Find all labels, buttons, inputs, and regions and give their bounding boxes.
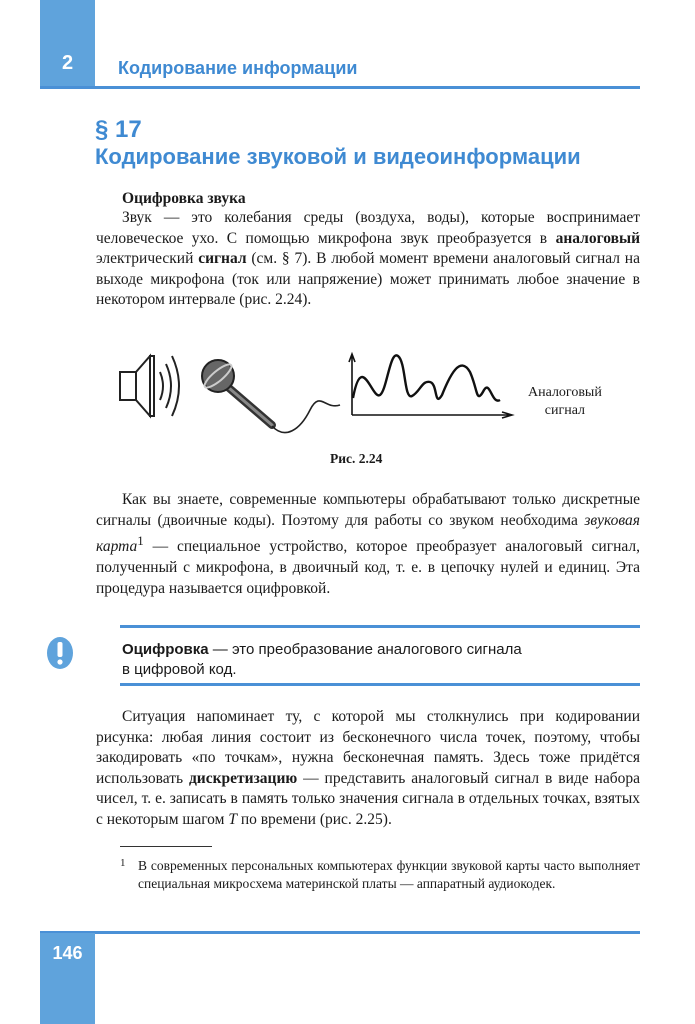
definition-rule-top	[120, 625, 640, 628]
definition-text: — это преобразование аналогового сигнала	[208, 641, 522, 658]
figure-caption: Рис. 2.24	[330, 451, 383, 466]
text: Ситуация напоминает ту, с которой мы столкнулись при кодировании рисунка: любая линия состоит из бесконечного числа точек, поэтому, чтобы закодировать «по точкам», нужна бесконечная память. Здесь тоже придётся использовать	[96, 708, 640, 787]
paragraph-3	[96, 707, 640, 831]
label-line: Аналоговый	[528, 385, 602, 400]
definition-text: в цифровой код.	[122, 661, 237, 678]
footer-rule	[40, 931, 640, 934]
text: Звук — это колебания среды (воздуха, воды), которые воспринимает человеческое ухо. С помощью микрофона звук преобразуется в	[96, 209, 640, 247]
text: Как вы знаете, современные компьютеры обрабатывают только дискретные сигналы (двоичные коды). Поэтому для работы со звуком необходима	[96, 491, 640, 529]
microphone-icon	[202, 360, 340, 433]
subheading: Оцифровка звука	[122, 190, 246, 207]
chapter-title: Кодирование информации	[118, 58, 358, 78]
section-number: § 17	[95, 116, 142, 143]
page-number: 146	[52, 943, 83, 963]
term-analog: аналоговый	[555, 229, 640, 247]
text: (см. § 7). В любой момент времени аналоговый сигнал на выходе микрофона (ток или напряжение) может принимать любое значение в некотором интервале (рис. 2.24).	[96, 250, 640, 309]
term-signal: сигнал	[198, 250, 247, 268]
text: по времени (рис. 2.25).	[236, 810, 392, 828]
definition-rule-bottom	[120, 683, 640, 686]
paragraph-2	[96, 490, 640, 599]
footnote	[120, 857, 640, 892]
definition-term: Оцифровка	[122, 641, 209, 658]
footnote-ref[interactable]: 1	[137, 533, 144, 549]
chapter-number: 2	[61, 52, 74, 74]
definition-box	[122, 640, 522, 680]
text: электрический	[96, 250, 199, 268]
footnote-rule	[120, 846, 212, 847]
term-sound-card: звуковая карта	[96, 511, 640, 556]
text: — представить аналоговый сигнал в виде набора чисел, т. е. записать в память только значения сигнала в отдельных точках, взятых с некоторым шагом	[96, 769, 640, 828]
term-discretization: дискретизацию	[188, 769, 298, 787]
header-rule	[40, 86, 640, 89]
text: — специальное устройство, которое преобразует аналоговый сигнал, полученный с микрофона, в двоичный код, т. е. в цепочку нулей и единиц. Эта процедура называется оцифровкой.	[96, 538, 640, 597]
exclamation-icon	[45, 636, 75, 670]
footnote-text: В современных персональных компьютерах функции звуковой карты часто выполняет специальная микросхема материнской платы — аппаратный аудиокодек.	[138, 858, 640, 891]
analog-signal-graph	[349, 354, 512, 418]
speaker-icon	[120, 356, 179, 416]
label-line: сигнал	[544, 403, 586, 418]
paragraph-1	[96, 208, 640, 311]
signal-label	[528, 384, 602, 420]
footnote-mark: 1	[120, 857, 126, 869]
variable-t: T	[228, 810, 237, 828]
section-title: Кодирование звуковой и видеоинформации	[95, 144, 581, 169]
